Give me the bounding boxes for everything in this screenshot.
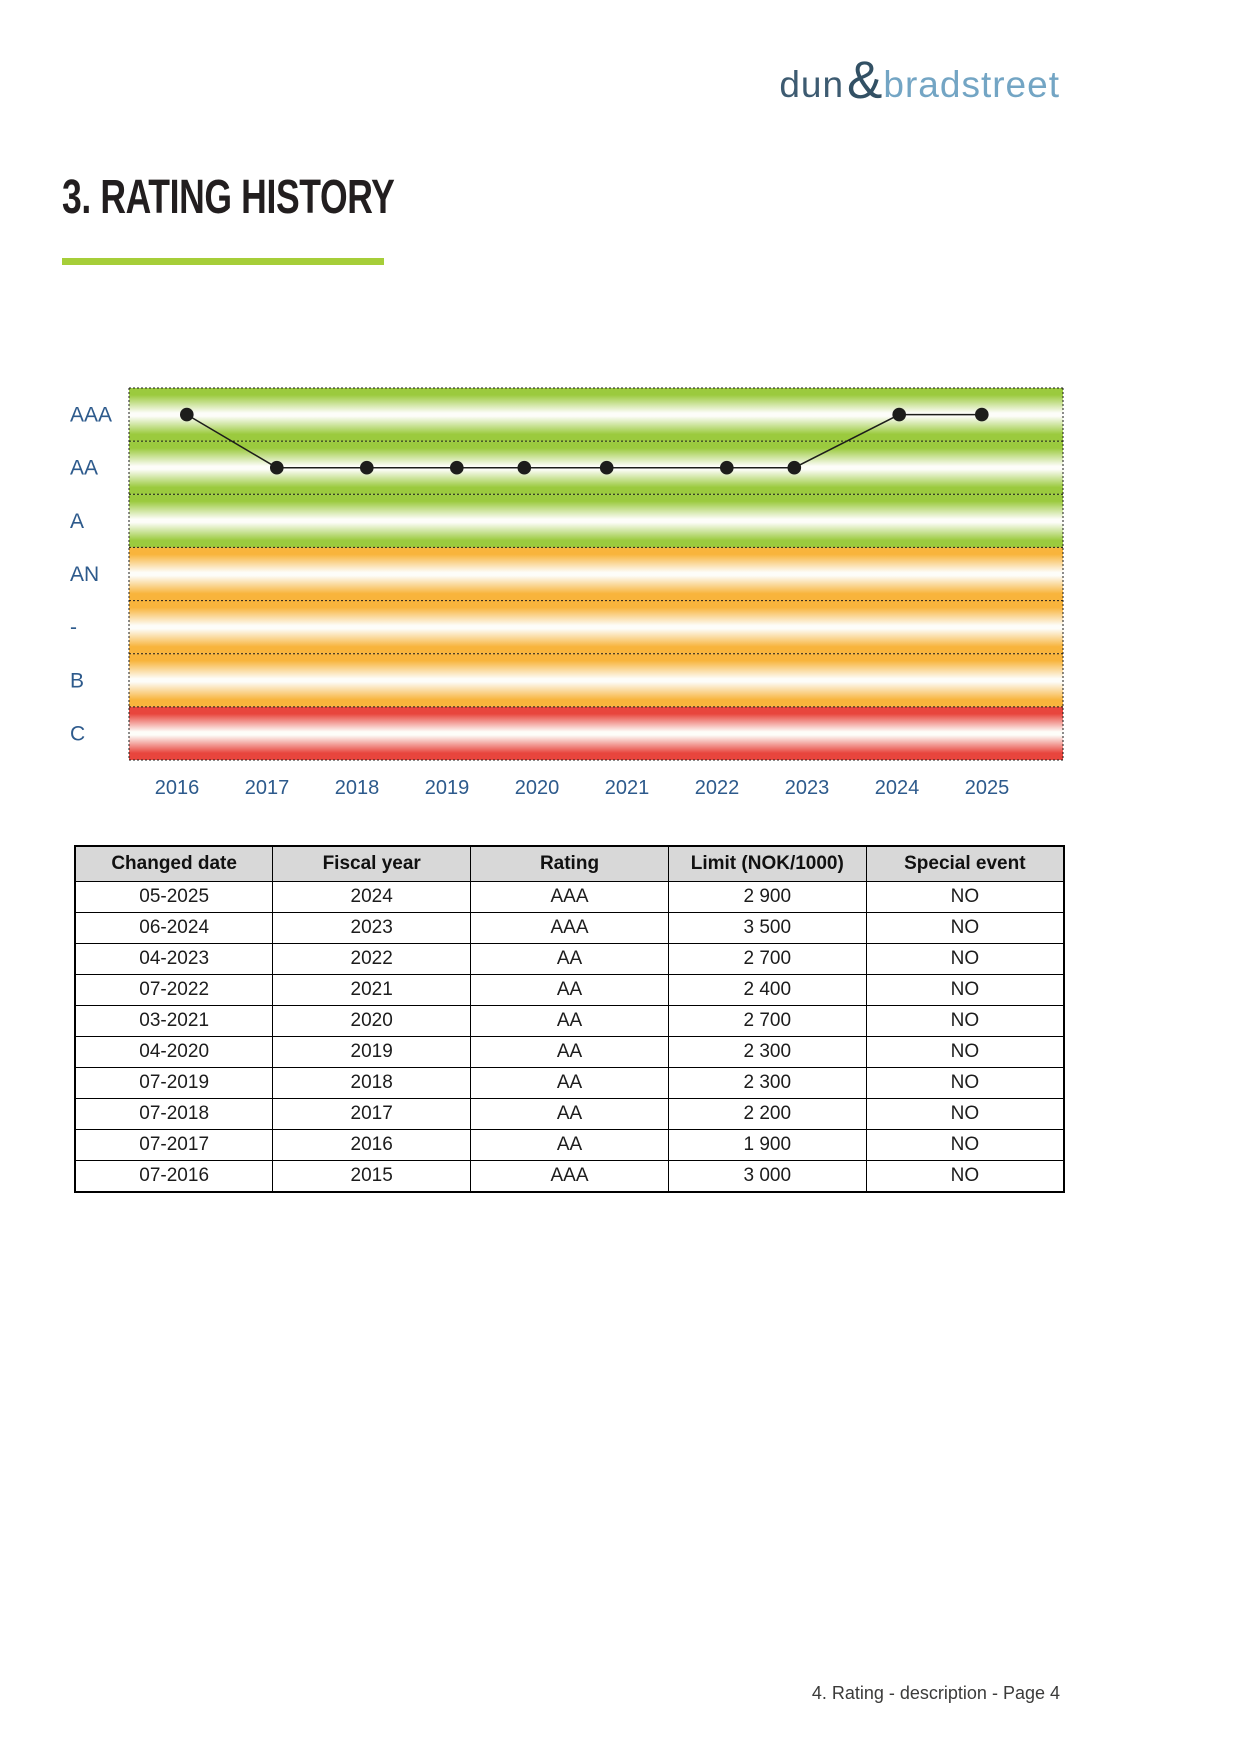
table-cell: 2023 — [273, 913, 471, 944]
table-row — [75, 882, 1064, 913]
rating-point — [975, 408, 989, 422]
table-row — [75, 913, 1064, 944]
table-cell: 2 300 — [668, 1037, 866, 1068]
x-tick-label: 2025 — [964, 777, 1010, 799]
y-axis-label: C — [70, 722, 86, 746]
page-footer: 4. Rating - description - Page 4 — [811, 1683, 1060, 1703]
table-cell: 04-2020 — [75, 1037, 273, 1068]
table-cell: AA — [471, 1099, 669, 1130]
x-tick-label: 2019 — [424, 777, 470, 799]
table-cell: 2016 — [273, 1130, 471, 1161]
x-tick-label: 2016 — [154, 777, 200, 799]
page-title: 3. RATING HISTORY — [62, 171, 395, 224]
table-row — [75, 1161, 1064, 1193]
table-cell: 07-2016 — [75, 1161, 273, 1193]
table-cell: NO — [866, 944, 1064, 975]
table-cell: NO — [866, 1130, 1064, 1161]
rating-point — [720, 461, 734, 475]
table-cell: AAA — [471, 1161, 669, 1193]
table-cell: AA — [471, 1130, 669, 1161]
rating-point — [180, 408, 194, 422]
table-cell: AAA — [471, 882, 669, 913]
table-row — [75, 1099, 1064, 1130]
chart-band-AN — [129, 547, 1063, 600]
table-cell: NO — [866, 975, 1064, 1006]
rating-point — [892, 408, 906, 422]
table-cell: NO — [866, 1006, 1064, 1037]
logo-bradstreet-text: bradstreet — [883, 64, 1060, 105]
chart-band-A — [129, 494, 1063, 547]
x-tick-label: 2017 — [244, 777, 290, 799]
rating-point — [788, 461, 802, 475]
table-row — [75, 975, 1064, 1006]
title-accent-underline — [62, 258, 384, 265]
column-header: Fiscal year — [273, 846, 471, 882]
table-row — [75, 1130, 1064, 1161]
y-axis-label: AAA — [70, 403, 113, 427]
table-cell: 2 900 — [668, 882, 866, 913]
x-tick-label: 2021 — [604, 777, 650, 799]
table-cell: AA — [471, 944, 669, 975]
y-axis-label: AN — [70, 563, 100, 586]
table-cell: NO — [866, 913, 1064, 944]
table-cell: NO — [866, 882, 1064, 913]
y-axis-label: AA — [70, 456, 99, 480]
table-row — [75, 1037, 1064, 1068]
table-cell: 2 700 — [668, 944, 866, 975]
table-cell: 07-2022 — [75, 975, 273, 1006]
table-cell: 2017 — [273, 1099, 471, 1130]
table-cell: 1 900 — [668, 1130, 866, 1161]
column-header: Special event — [866, 846, 1064, 882]
chart-band-B — [129, 654, 1063, 707]
y-axis-label: - — [70, 616, 77, 640]
table-cell: 07-2017 — [75, 1130, 273, 1161]
table-cell: 2024 — [273, 882, 471, 913]
table-cell: 2020 — [273, 1006, 471, 1037]
table-cell: 3 500 — [668, 913, 866, 944]
chart-band-C — [129, 707, 1063, 760]
chart-band-- — [129, 601, 1063, 654]
rating-history-table — [74, 845, 1065, 1193]
rating-point — [450, 461, 464, 475]
table-row — [75, 1068, 1064, 1099]
table-cell: AA — [471, 1006, 669, 1037]
table-cell: 2019 — [273, 1037, 471, 1068]
table-cell: 2021 — [273, 975, 471, 1006]
table-cell: 2 400 — [668, 975, 866, 1006]
table-cell: 04-2023 — [75, 944, 273, 975]
table-cell: AA — [471, 1037, 669, 1068]
x-tick-label: 2024 — [874, 777, 920, 799]
x-tick-label: 2023 — [784, 777, 830, 799]
dun-and-bradstreet-logo: dun & bradstreet — [779, 51, 1060, 110]
rating-point — [270, 461, 284, 475]
table-cell: 2 300 — [668, 1068, 866, 1099]
table-cell: 3 000 — [668, 1161, 866, 1193]
column-header: Changed date — [75, 846, 273, 882]
x-tick-label: 2018 — [334, 777, 380, 799]
column-header: Rating — [471, 846, 669, 882]
y-axis-label: B — [70, 669, 85, 693]
table-cell: 2015 — [273, 1161, 471, 1193]
table-cell: 2 200 — [668, 1099, 866, 1130]
table-cell: NO — [866, 1161, 1064, 1193]
table-cell: AA — [471, 1068, 669, 1099]
table-cell: NO — [866, 1037, 1064, 1068]
table-cell: 05-2025 — [75, 882, 273, 913]
table-cell: 03-2021 — [75, 1006, 273, 1037]
x-tick-label: 2022 — [694, 777, 740, 799]
table-cell: NO — [866, 1099, 1064, 1130]
rating-point — [360, 461, 374, 475]
table-cell: 2018 — [273, 1068, 471, 1099]
rating-point — [600, 461, 614, 475]
rating-history-chart — [40, 340, 1080, 810]
rating-point — [518, 461, 532, 475]
table-cell: AAA — [471, 913, 669, 944]
column-header: Limit (NOK/1000) — [668, 846, 866, 882]
table-cell: NO — [866, 1068, 1064, 1099]
table-row — [75, 944, 1064, 975]
table-cell: 07-2019 — [75, 1068, 273, 1099]
table-row — [75, 1006, 1064, 1037]
x-tick-label: 2020 — [514, 777, 560, 799]
table-cell: 07-2018 — [75, 1099, 273, 1130]
table-header-row — [75, 846, 1064, 882]
table-header — [75, 846, 1064, 882]
table-cell: 2022 — [273, 944, 471, 975]
logo-dun-text: dun — [779, 64, 845, 105]
table-cell: AA — [471, 975, 669, 1006]
table-cell: 2 700 — [668, 1006, 866, 1037]
table-cell: 06-2024 — [75, 913, 273, 944]
y-axis-label: A — [70, 509, 85, 533]
